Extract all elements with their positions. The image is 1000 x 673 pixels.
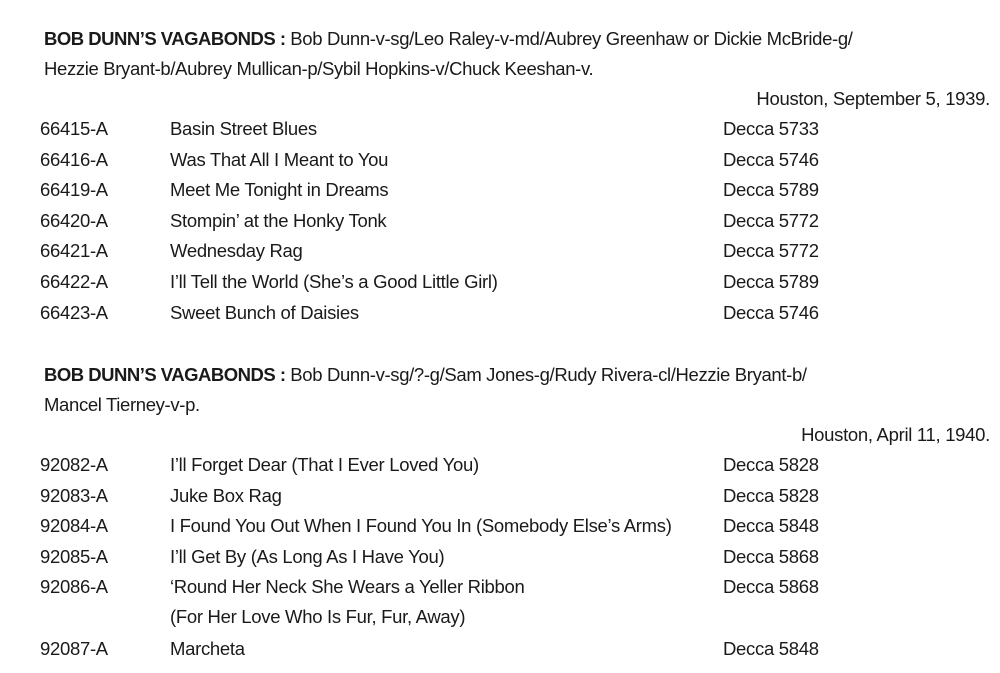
matrix-number: 92082-A bbox=[40, 454, 108, 475]
personnel-block bbox=[44, 360, 974, 420]
issue-number: Decca 5772 bbox=[723, 209, 819, 231]
issue-number: Decca 5789 bbox=[723, 179, 819, 201]
matrix-number: 66416-A bbox=[40, 148, 108, 170]
track-row bbox=[0, 634, 1000, 665]
track-row bbox=[0, 572, 1000, 633]
track-row bbox=[0, 542, 1000, 573]
issue-number: Decca 5789 bbox=[723, 270, 819, 292]
issue-number: Decca 5868 bbox=[723, 545, 819, 567]
track-row bbox=[0, 114, 1000, 145]
band-name: BOB DUNN’S VAGABONDS : bbox=[44, 28, 286, 49]
song-title: Basin Street Blues bbox=[170, 118, 317, 139]
track-row bbox=[0, 145, 1000, 176]
personnel-line-2: Hezzie Bryant-b/Aubrey Mullican-p/Sybil Hopkins-v/Chuck Keeshan-v. bbox=[44, 58, 594, 79]
song-title: Meet Me Tonight in Dreams bbox=[170, 179, 389, 201]
matrix-number: 66419-A bbox=[40, 179, 108, 201]
track-row bbox=[0, 511, 1000, 542]
song-title: Juke Box Rag bbox=[170, 484, 282, 506]
track-row bbox=[0, 175, 1000, 206]
band-name: BOB DUNN’S VAGABONDS : bbox=[44, 364, 286, 385]
matrix-number: 92086-A bbox=[40, 576, 108, 598]
track-row bbox=[0, 267, 1000, 298]
issue-number: Decca 5828 bbox=[723, 454, 819, 475]
track-list bbox=[0, 450, 1000, 664]
matrix-number: 66423-A bbox=[40, 301, 108, 323]
matrix-number: 66420-A bbox=[40, 209, 108, 231]
song-title: I’ll Forget Dear (That I Ever Loved You) bbox=[170, 454, 479, 475]
song-title-line-1: ‘Round Her Neck She Wears a Yeller Ribbon bbox=[170, 576, 525, 598]
issue-number: Decca 5733 bbox=[723, 118, 819, 139]
track-list bbox=[0, 114, 1000, 328]
song-title: Stompin’ at the Honky Tonk bbox=[170, 209, 387, 231]
song-title: I Found You Out When I Found You In (Somebody Else’s Arms) bbox=[170, 515, 672, 537]
song-title-line-2: (For Her Love Who Is Fur, Fur, Away) bbox=[170, 606, 466, 628]
matrix-number: 66421-A bbox=[40, 240, 108, 262]
issue-number: Decca 5868 bbox=[723, 576, 819, 598]
song-title: Wednesday Rag bbox=[170, 240, 303, 262]
session-1940 bbox=[0, 360, 1000, 664]
song-title: I’ll Get By (As Long As I Have You) bbox=[170, 545, 445, 567]
song-title: Marcheta bbox=[170, 637, 245, 659]
matrix-number: 92087-A bbox=[40, 637, 108, 659]
track-row bbox=[0, 206, 1000, 237]
matrix-number: 66415-A bbox=[40, 118, 108, 139]
issue-number: Decca 5828 bbox=[723, 484, 819, 506]
issue-number: Decca 5772 bbox=[723, 240, 819, 262]
session-place-date: Houston, September 5, 1939. bbox=[756, 88, 990, 109]
matrix-number: 92084-A bbox=[40, 515, 108, 537]
matrix-number: 92083-A bbox=[40, 484, 108, 506]
session-place-date: Houston, April 11, 1940. bbox=[801, 424, 990, 445]
issue-number: Decca 5746 bbox=[723, 148, 819, 170]
personnel-line-2: Mancel Tierney-v-p. bbox=[44, 394, 200, 415]
matrix-number: 66422-A bbox=[40, 270, 108, 292]
personnel-line-1: Bob Dunn-v-sg/?-g/Sam Jones-g/Rudy Rivera-cl/Hezzie Bryant-b/ bbox=[290, 364, 807, 385]
song-title bbox=[170, 572, 715, 632]
track-row bbox=[0, 450, 1000, 481]
song-title: I’ll Tell the World (She’s a Good Little Girl) bbox=[170, 270, 498, 292]
song-title: Was That All I Meant to You bbox=[170, 148, 389, 170]
issue-number: Decca 5848 bbox=[723, 637, 819, 659]
personnel-block bbox=[44, 24, 974, 84]
session-1939 bbox=[0, 24, 1000, 328]
track-row bbox=[0, 481, 1000, 512]
track-row bbox=[0, 298, 1000, 329]
track-row bbox=[0, 236, 1000, 267]
song-title: Sweet Bunch of Daisies bbox=[170, 301, 359, 323]
issue-number: Decca 5746 bbox=[723, 301, 819, 323]
personnel-line-1: Bob Dunn-v-sg/Leo Raley-v-md/Aubrey Greenhaw or Dickie McBride-g/ bbox=[290, 28, 853, 49]
issue-number: Decca 5848 bbox=[723, 515, 819, 537]
matrix-number: 92085-A bbox=[40, 545, 108, 567]
